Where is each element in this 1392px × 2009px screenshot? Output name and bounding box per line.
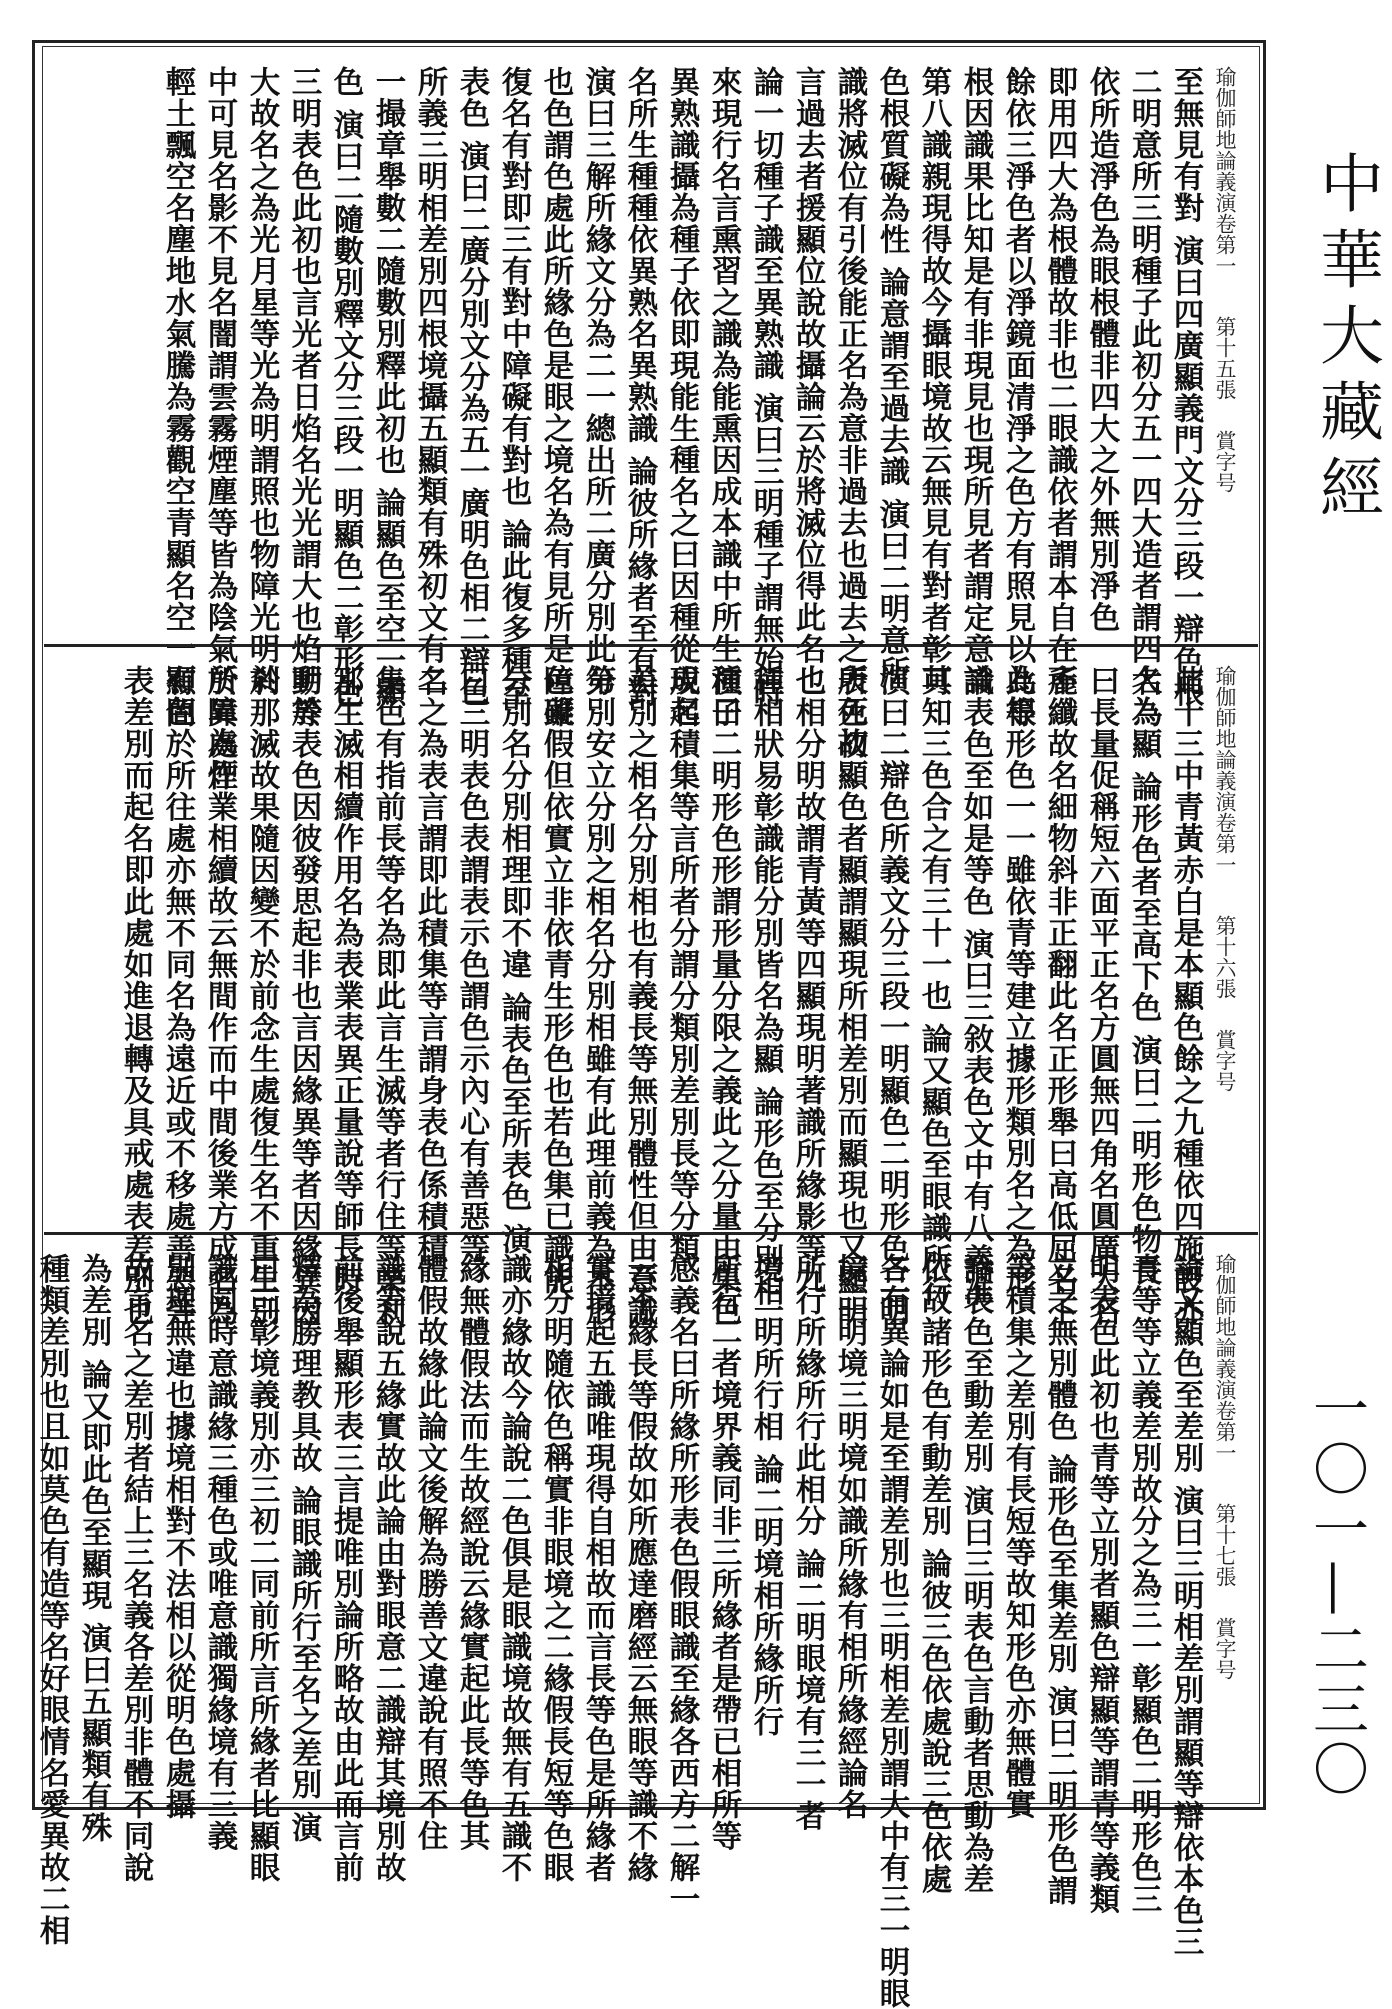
text-column: 於異處作業相續故云無間作而中間後業方成名為: [202, 665, 238, 1327]
text-column: 等積集之差別有長短等故知形色亦無體實: [1000, 1253, 1036, 1820]
text-column: 所行二者境界義同非三所緣者是帶已相所等: [706, 1253, 742, 1852]
text-column: 言過去者援顯位說故攝論云於將滅位得此名也: [790, 66, 826, 696]
page-number: 一〇一—二三〇: [1304, 1380, 1369, 1800]
text-column: 曰長量促稱短六面平正名方圓無四角名圓廣大名: [1084, 665, 1120, 1327]
text-column: 此十三中青黃赤白是本顯色餘之九種依四施設亦: [1168, 665, 1204, 1327]
text-panel-2: [44, 644, 1258, 1327]
text-column: 二明意所三明種子此初分五一四大造者謂四大為: [1126, 66, 1162, 728]
text-column: 第八識親現得故今攝眼境故云無見有對者彰其: [916, 66, 952, 696]
text-column: 實境起五識唯現得自相故而言長等色是所緣者: [580, 1253, 616, 1883]
text-column: 復名有對即三有對中障礙有對也 論此復多種至: [496, 66, 532, 708]
text-column: 表差別而起名即此處如進退轉及具戒處表差別也: [118, 665, 154, 1327]
text-column: 名之為表言謂即此積集等言謂身表色係積積: [412, 665, 448, 1264]
text-column: 大故名之為光月星等光為明謂照也物障光明於: [244, 66, 280, 696]
text-column: 種相狀易彰識能分別皆名為顯 論形色至分別相: [748, 665, 784, 1307]
text-column: 論一切種子識至異熟識 演曰三明種子謂無始時: [748, 66, 784, 708]
panel-columns: [154, 66, 1240, 791]
text-column: 輕土飄空名塵地水氣騰為霧觀空青顯名空一顯色: [160, 66, 196, 728]
header-title: 瑜伽師地論義演卷第一: [1213, 66, 1237, 276]
text-column: 所義三明相差別四根境攝五顯類有殊初文有二: [412, 66, 448, 696]
text-column: 表色初顯色者顯謂顯現所相差別而顯現也又顯明: [832, 665, 868, 1327]
text-column: 曰三明表色表謂表示色謂色示內心有善惡等: [454, 665, 490, 1264]
text-column: 根因識果比知是有非現見也現所見者謂定意識: [958, 66, 994, 696]
header-mark: 賞字号: [1213, 1617, 1237, 1680]
header-folio: 第十六張: [1213, 915, 1237, 999]
text-column: 明表色此初也青等立別者顯色辯顯等謂青等義類: [1084, 1253, 1120, 1915]
text-column: 演曰二辯色所義文分三段一明顯色二明形色三明: [874, 665, 910, 1327]
text-column: 所行所緣所行此相分 論二明眼境有三一者: [790, 1253, 826, 1832]
header-mark: 賞字号: [1213, 430, 1237, 493]
text-column: 種類差別也且如莫色有造等名好眼情名愛異故二相: [34, 1253, 70, 1946]
text-column: 即用四大為根體故非也二眼識依者謂本自在不: [1042, 66, 1078, 696]
text-column: 相分明隨依色稱實非眼境之二緣假長短等色眼: [538, 1253, 574, 1883]
collection-title: 中華大藏經: [1309, 150, 1383, 530]
text-column: 論又顯色至差別 演曰三明相差別謂顯等辯依本色三: [1168, 1253, 1204, 1958]
text-column: 動等表色因彼發思起非也言因緣異等者因緣異因: [286, 665, 322, 1327]
header-folio: 第十五張: [1213, 316, 1237, 400]
text-column: 識等說五緣實故此論由對眼意二識辯其境別故: [370, 1253, 406, 1883]
text-column: 一撮章舉數二隨數別釋此初也 論顯色至空一顯: [370, 66, 406, 708]
text-column: 集色有指前長等名為即此言生滅等者行住等業剎: [370, 665, 406, 1327]
text-column: 餘依三淨色者以淨鏡面清淨之色方有照見以為根: [1000, 66, 1036, 728]
text-column: 識同時意識緣三種色或唯意識獨緣境有三義: [202, 1253, 238, 1852]
text-panel-3: [34, 1232, 1258, 2009]
text-column: 也色謂色處此所緣色是眼之境名為有見所是障礙: [538, 66, 574, 728]
header-title: 瑜伽師地論義演卷第一: [1213, 1253, 1237, 1463]
text-column: 表色 演曰二廣分別文分為五一廣明色相二辯色: [454, 66, 490, 708]
text-column: 釋為勝理教具故 論眼識所行至名之差別 演: [286, 1253, 322, 1844]
text-column: 色根質礙為性 論意謂至過去識 演曰二明意所: [874, 66, 910, 688]
text-column: 也相分明故謂青黃等四顯現明著識所緣影等九: [790, 665, 826, 1295]
text-column: 體假故緣此論文後解為勝善文違說有照不住: [412, 1253, 448, 1852]
text-column: 異熟識攝為種子依即現能生種名之曰因種從現起: [664, 66, 700, 728]
text-column: 云不緣長等假故如所應達磨經云無眼等識不緣: [622, 1253, 658, 1883]
text-column: 那生滅相續作用名為表業表異正量說等師長時: [328, 665, 364, 1295]
text-column: 立之無別體色 論形色至集差別 演曰二明形色謂: [1042, 1253, 1078, 1907]
header-mark: 賞字号: [1213, 1029, 1237, 1092]
text-column: 各有異論如是至謂差別也三明相差別謂大中有三一明眼: [874, 1253, 910, 2009]
text-column: 可知三色合之有三十一也 論又顯色至眼識所行: [916, 665, 952, 1307]
text-column: 有間於所往處亦無不同名為遠近或不移處善惡等: [160, 665, 196, 1327]
text-column: 至無見有對 演曰四廣顯義門文分三段一辯色根: [1168, 66, 1204, 708]
page-header: [1210, 66, 1240, 614]
text-column: 青等等立義差別故分之為三一彰顯色二明形色三: [1126, 1253, 1162, 1915]
text-column: 感義名曰所緣所形表色假眼識至緣各西方二解一: [664, 1253, 700, 1915]
text-column: 識將滅位有引後能正名為意非過去也過去之所死故: [832, 66, 868, 759]
text-column: 為差別 論又即此色至顯現 演曰五顯類有殊: [76, 1253, 112, 1844]
text-column: 差別之相名分別相也有義長等無別體性但由意識: [622, 665, 658, 1327]
text-column: 依故諸形色有動差別 論彼三色依處說三色依處: [916, 1253, 952, 1895]
panel-columns: [118, 665, 1240, 1327]
text-column: 成名積集等言所者分謂分類別差別長等分類: [664, 665, 700, 1264]
page-header: [1210, 665, 1240, 1204]
text-panel-1: [44, 48, 1258, 791]
text-column: 境二明所行相 論二明境相所緣所行: [748, 1253, 784, 1738]
page-header: [1210, 1253, 1240, 1782]
header-title: 瑜伽師地論義演卷第一: [1213, 665, 1237, 875]
panel-columns: [34, 1253, 1240, 2009]
text-column: 分別名分別相理即不違 論表色至所表色 演: [496, 665, 532, 1256]
text-column: 色雖假但依實立非依青生形色也若色集已識能: [538, 665, 574, 1295]
text-column: 來現行名言熏習之識為能熏因成本識中所生種子: [706, 66, 742, 728]
text-column: 麁纖故名細物斜非正翻此名正形舉曰高低屈名下: [1042, 665, 1078, 1327]
text-column: 色 演曰二隨數別釋文分三段一明顯色二彰形色: [328, 66, 364, 708]
text-column: 別理無違也據境相對不法相以從明色處攝: [160, 1253, 196, 1820]
text-column: 三明表色此初也言光者日焰名光光謂大也焰明於: [286, 66, 322, 728]
text-column: 此等形色一一雖依青等建立據形類別名之為形: [1000, 665, 1036, 1295]
text-column: 中可見名影不見名闇謂雲霧煙塵等皆為陰氣所障為煙: [202, 66, 238, 791]
text-column: 名為顯 論形色者至高下色 演曰二明形色物長: [1126, 665, 1162, 1287]
text-column: 識亦緣故今論說二色俱是眼識境故無有五識不: [496, 1253, 532, 1883]
text-column: 分別安立分別之相名分別相雖有此理前義為本形: [580, 665, 616, 1327]
text-column: 論表色至如是等色 演曰三敘表色文中有八義准: [958, 665, 994, 1307]
text-column: 故言名之差別者結上三名義各差別非體不同說: [118, 1253, 154, 1883]
header-folio: 第十七張: [1213, 1503, 1237, 1587]
text-column: 名所生種種依異熟名異熟識 論彼所緣者至有對: [622, 66, 658, 708]
text-column: 依所造淨色為眼根體非四大之外無別淨色: [1084, 66, 1120, 633]
text-column: 演曰二明形色形謂形量分限之義此之分量由集色: [706, 665, 742, 1327]
text-column: 境二明境三明境如識所緣有相所緣經論名: [832, 1253, 868, 1820]
text-column: 論表色至動差別 演曰三明表色言動者思動為差: [958, 1253, 994, 1895]
text-column: 曰三彰境義別亦三初二同前所言所緣者比顯眼: [244, 1253, 280, 1883]
text-column: 前後舉顯形表三言提唯別論所略故由此而言前: [328, 1253, 364, 1883]
text-column: 緣無體假法而生故經說云緣實起此長等色其: [454, 1253, 490, 1852]
text-column: 演曰三解所緣文分為二一總出所二廣分別此第: [580, 66, 616, 696]
text-column: 剎那滅故果隨因變不於前念生處復生名不重生別: [244, 665, 280, 1327]
